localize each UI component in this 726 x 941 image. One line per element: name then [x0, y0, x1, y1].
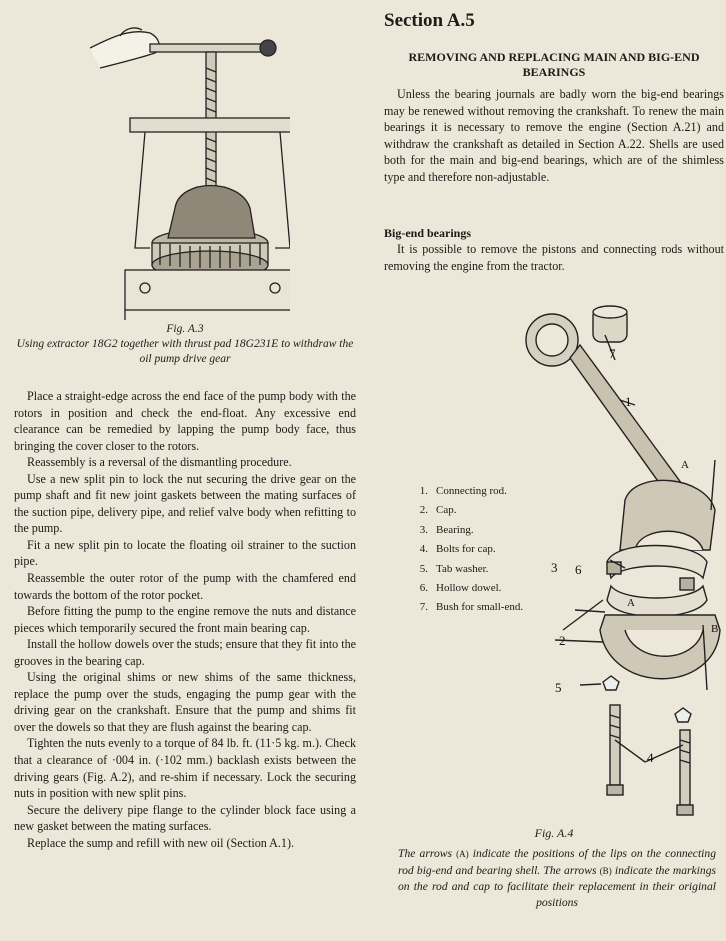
- paragraph: It is possible to remove the pistons and connecting rods without removing the engine from the tractor.: [384, 242, 724, 273]
- paragraph: Before fitting the pump to the engine remove the nuts and distance pieces which temporarily secured the front main bearing cap.: [14, 604, 356, 635]
- callout-3: 3: [551, 560, 558, 575]
- paragraph: Tighten the nuts evenly to a torque of 84 lb. ft. (11·5 kg. m.). Check that a clearance of ·004 in. (·102 mm.) backlash exists between the driving gears (Fig. A.2), and re-shim if necessary. Lock the securing nuts in position with new split pins.: [14, 736, 356, 801]
- paragraph: Replace the sump and refill with new oil (Section A.1).: [27, 835, 295, 850]
- paragraph: Reassemble the outer rotor of the pump with the chamfered end towards the bottom of the rotor pocket.: [14, 571, 356, 602]
- callout-6: 6: [575, 562, 582, 577]
- paragraph: Fit a new split pin to locate the floating oil strainer to the suction pipe.: [14, 537, 356, 569]
- fig-a4-legend: [398, 482, 548, 618]
- fig-a3-caption: Using extractor 18G2 together with thrust pad 18G231E to withdraw the oil pump drive gear: [16, 338, 354, 365]
- callout-a2: A: [627, 597, 635, 609]
- legend-item: 4. Bolts for cap.: [419, 543, 496, 556]
- paragraph: Place a straight-edge across the end face of the pump body with the rotors in position and check the end-float. Any excessive end clearance can be remedied by lapping the pump body face, thus bringing the cover closer to the rotors.: [14, 389, 356, 453]
- paragraph: Using the original shims or new shims of the same thickness, replace the pump over the studs, engaging the pump gear with the driving gear on the crankshaft. Ensure that the pump and shims fit over the dowels so that they are flush against the bearing cap.: [14, 670, 356, 734]
- big-end-text: [384, 241, 724, 274]
- fig-a4-label: Fig. A.4: [534, 826, 574, 840]
- section-title: Section A.5: [384, 10, 475, 31]
- callout-b: B: [711, 623, 719, 635]
- big-end-heading: Big-end bearings: [384, 226, 472, 240]
- fig-a3-label: Fig. A.3: [166, 323, 204, 335]
- paragraph: Use a new split pin to lock the nut securing the drive gear on the pump shaft and fit new joint gaskets between the mating surfaces of the suction pipe, delivery pipe, and relief valve body when refitting to the pump.: [14, 471, 356, 536]
- intro-text: [384, 86, 724, 185]
- callout-5: 5: [555, 680, 562, 695]
- paragraph: Secure the delivery pipe flange to the cylinder block face using a new gasket between the mating surfaces.: [14, 802, 356, 834]
- callout-7: 7: [609, 346, 616, 361]
- legend-item: 5. Tab washer.: [419, 562, 489, 575]
- paragraph: Unless the bearing journals are badly worn the big-end bearings may be renewed without removing the crankshaft. To renew the main bearings it is necessary to remove the engine (Section A.21) and withdraw the crankshaft as detailed in Section A.22. Shells are used both for the main and big-end bearings, which are of the shimless type and therefore non-adjustable.: [384, 87, 724, 184]
- fig-a3-caption-block: [14, 322, 356, 367]
- section-subheading: REMOVING AND REPLACING MAIN AND BIG-END BEARINGS: [408, 50, 700, 79]
- callout-1: 1: [625, 394, 632, 409]
- fig-a4-caption: The arrows (A) indicate the positions of the lips on the connecting rod big-end and bearing shell. The arrows (B) indicate the markings on the rod and cap to facilitate their replacement in their original positions: [398, 847, 716, 909]
- callout-4: 4: [647, 750, 654, 765]
- paragraph: Reassembly is a reversal of the dismantling procedure.: [27, 455, 292, 470]
- legend-item: 7. Bush for small-end.: [419, 601, 524, 614]
- left-body-text: [14, 388, 356, 851]
- fig-a3-illustration: [90, 8, 290, 320]
- legend-item: 2. Cap.: [419, 504, 457, 517]
- callout-a1: A: [681, 459, 689, 471]
- paragraph: Install the hollow dowels over the studs; ensure that they fit into the grooves in the bearing cap.: [14, 637, 356, 668]
- legend-item: 6. Hollow dowel.: [419, 582, 502, 595]
- legend-item: 3. Bearing.: [419, 523, 474, 536]
- legend-item: 1. Connecting rod.: [419, 485, 507, 497]
- callout-2: 2: [559, 633, 566, 648]
